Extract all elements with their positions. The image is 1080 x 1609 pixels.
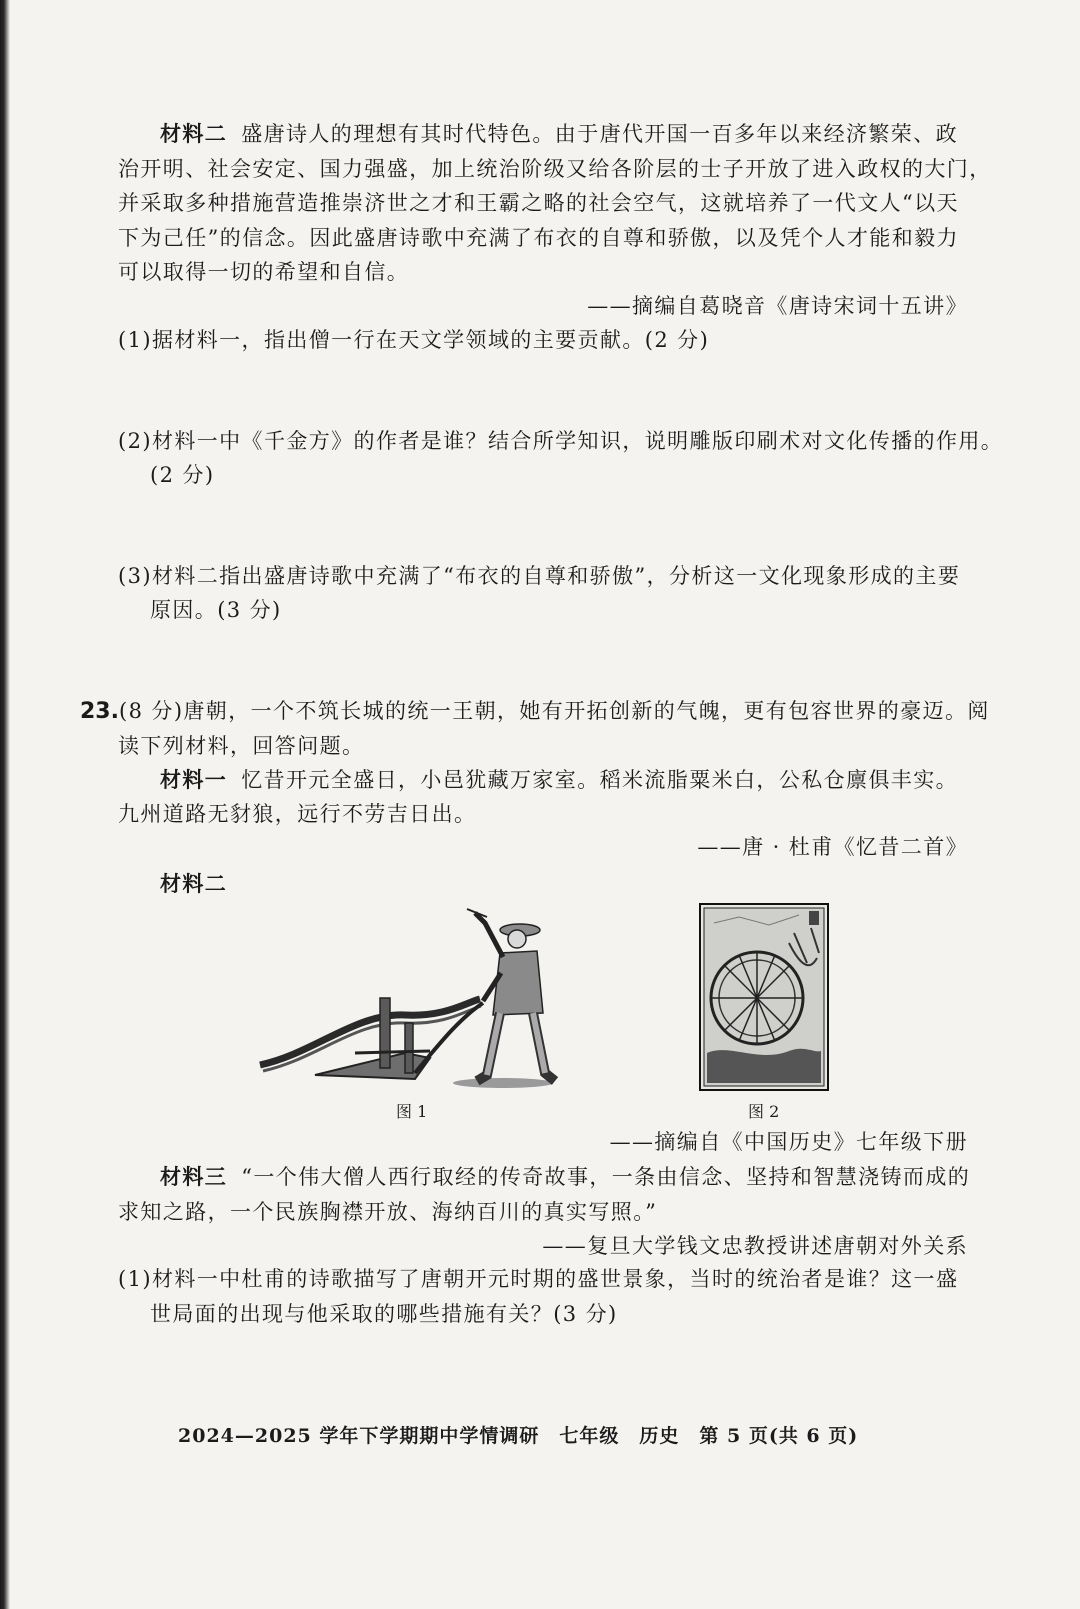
q23-question-1-line2: 世局面的出现与他采取的哪些措施有关？(3 分) xyxy=(150,1302,618,1326)
q22-material2-line2: 治开明、社会安定、国力强盛，加上统治阶级又给各阶层的士子开放了进入政权的大门， xyxy=(118,157,992,181)
figure-1-plough-image xyxy=(255,903,575,1093)
q22-material2-label: 材料二 xyxy=(160,121,228,146)
q23-stem-text-1: (8 分)唐朝，一个不筑长城的统一王朝，她有开拓创新的气魄，更有包容世界的豪迈。阅 xyxy=(118,699,990,723)
q22-question-1: (1)据材料一，指出僧一行在天文学领域的主要贡献。(2 分) xyxy=(118,328,710,352)
q23-material1-text-1: 忆昔开元全盛日，小邑犹藏万家室。稻米流脂粟米白，公私仓廪俱丰实。 xyxy=(241,768,958,792)
q22-material2-line5: 可以取得一切的希望和自信。 xyxy=(118,260,410,284)
q22-question-3-line2: 原因。(3 分) xyxy=(150,598,282,622)
q22-material2-line4: 下为己任”的信念。因此盛唐诗歌中充满了布衣的自尊和骄傲，以及凭个人才能和毅力 xyxy=(118,226,959,250)
q23-material3-source: ——复旦大学钱文忠教授讲述唐朝对外关系 xyxy=(542,1234,968,1258)
figure-2-caption: 图 2 xyxy=(748,1102,780,1121)
q23-material3-label: 材料三 xyxy=(160,1164,228,1189)
q23-stem-line2: 读下列材料，回答问题。 xyxy=(118,734,365,758)
q23-material3-text-1: “一个伟大僧人西行取经的传奇故事，一条由信念、坚持和智慧浇铸而成的 xyxy=(241,1165,971,1189)
q22-material2-source: ——摘编自葛晓音《唐诗宋词十五讲》 xyxy=(587,294,968,318)
q23-material3-line1 xyxy=(160,1160,970,1194)
q23-material1-line1 xyxy=(160,763,958,797)
q22-material2-text-1: 盛唐诗人的理想有其时代特色。由于唐代开国一百多年以来经济繁荣、政 xyxy=(241,122,958,146)
q23-material2-source: ——摘编自《中国历史》七年级下册 xyxy=(609,1130,968,1154)
figure-1-caption: 图 1 xyxy=(396,1102,428,1121)
q23-material1-source: ——唐 · 杜甫《忆昔二首》 xyxy=(697,835,968,859)
q23-material3-line2: 求知之路，一个民族胸襟开放、海纳百川的真实写照。” xyxy=(118,1200,658,1224)
q22-material2-line1 xyxy=(160,117,958,151)
q23-material2-label: 材料二 xyxy=(160,871,228,896)
q22-question-3-line1: (3)材料二指出盛唐诗歌中充满了“布衣的自尊和骄傲”，分析这一文化现象形成的主要 xyxy=(118,564,961,588)
q23-question-1-line1: (1)材料一中杜甫的诗歌描写了唐朝开元时期的盛世景象，当时的统治者是谁？这一盛 xyxy=(118,1267,959,1291)
q22-material2-line3: 并采取多种措施营造推崇济世之才和王霸之略的社会空气，这就培养了一代文人“以天 xyxy=(118,191,959,215)
q23-stem-line1 xyxy=(80,694,990,729)
figure-2-waterwheel-image xyxy=(699,903,829,1091)
q23-material1-label: 材料一 xyxy=(160,767,228,792)
q23-number: 23. xyxy=(80,699,119,724)
page-footer: 2024—2025 学年下学期期中学情调研 七年级 历史 第 5 页(共 6 页) xyxy=(178,1425,859,1447)
q23-material1-line2: 九州道路无豺狼，远行不劳吉日出。 xyxy=(118,802,477,826)
q22-question-2-line1: (2)材料一中《千金方》的作者是谁？结合所学知识，说明雕版印刷术对文化传播的作用。 xyxy=(118,429,1004,453)
q22-question-2-line2: (2 分) xyxy=(150,463,215,487)
